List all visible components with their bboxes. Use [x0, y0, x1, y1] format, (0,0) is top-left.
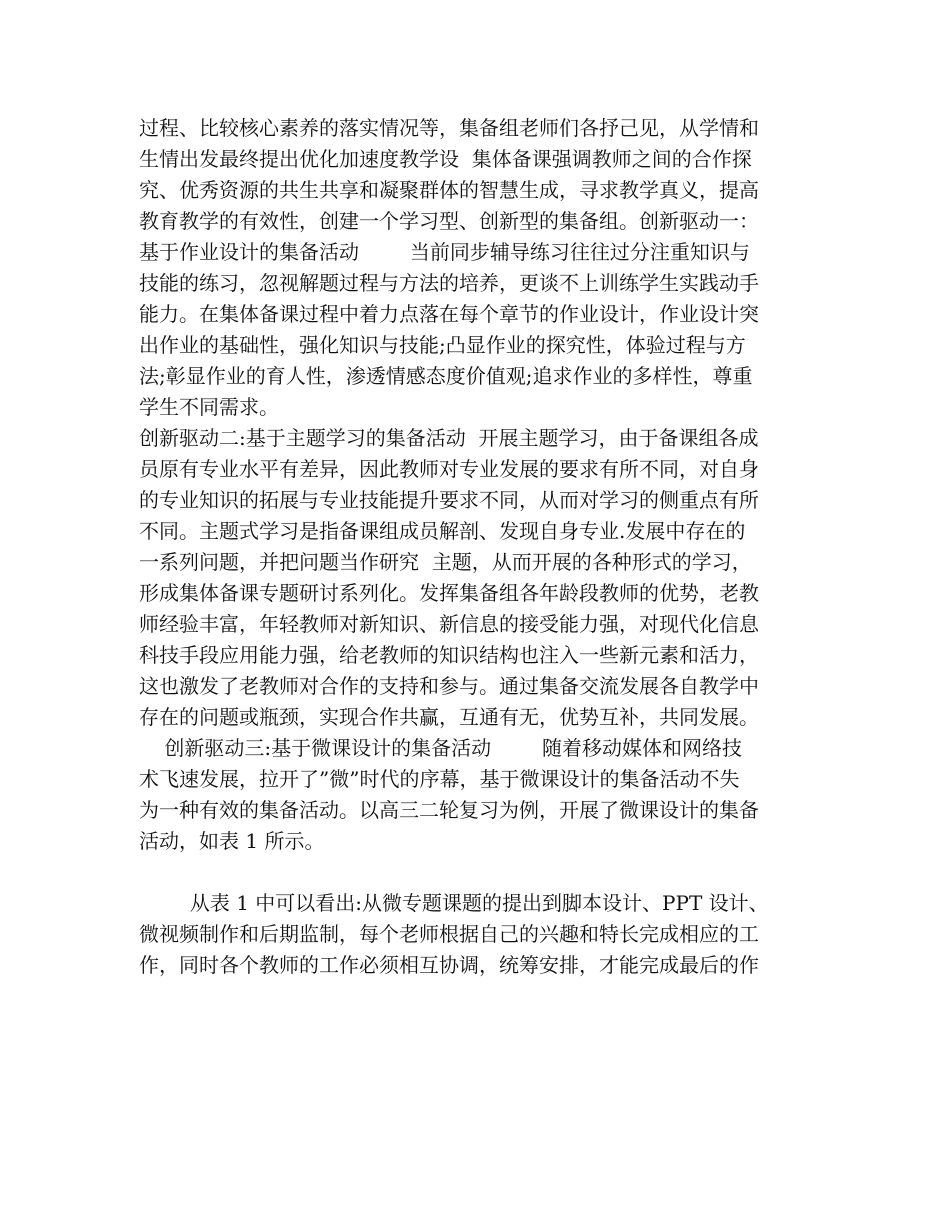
- text-line: 不同。主题式学习是指备课组成员解剖、发现自身专业.发展中存在的: [139, 519, 746, 543]
- text-line: 过程、比较核心素养的落实情况等，集备组老师们各抒己见，从学情和: [139, 116, 759, 140]
- text-line: 学生不同需求。: [139, 395, 279, 419]
- blank-line: [139, 857, 839, 888]
- text-line: 员原有专业水平有差异，因此教师对专业发展的要求有所不同，对自身: [139, 457, 759, 481]
- text-line: 活动，如表 1 所示。: [139, 829, 325, 853]
- text-line: 出作业的基础性，强化知识与技能;凸显作业的探究性，体验过程与方: [139, 333, 746, 357]
- text-line: 能力。在集体备课过程中着力点落在每个章节的作业设计，作业设计突: [139, 302, 759, 326]
- text-line: 创新驱动二:基于主题学习的集备活动 开展主题学习，由于备课组各成: [139, 426, 759, 450]
- text-line: 这也激发了老教师对合作的支持和参与。通过集备交流发展各自教学中: [139, 674, 759, 698]
- text-line: 术飞速发展，拉开了”微”时代的序幕，基于微课设计的集备活动不失: [139, 767, 740, 791]
- text-line: 存在的问题或瓶颈，实现合作共赢，互通有无，优势互补，共同发展。: [139, 705, 759, 729]
- body-text: [139, 113, 839, 981]
- text-line: 为一种有效的集备活动。以高三二轮复习为例，开展了微课设计的集备: [139, 798, 759, 822]
- text-line: 基于作业设计的集备活动 当前同步辅导练习往往过分注重知识与: [139, 240, 750, 264]
- text-line: 究、优秀资源的共生共享和凝聚群体的智慧生成，寻求教学真义，提高: [139, 178, 759, 202]
- text-line: 科技手段应用能力强，给老教师的知识结构也注入一些新元素和活力，: [139, 643, 759, 667]
- text-line: 从表 1 中可以看出:从微专题课题的提出到脚本设计、PPT 设计、: [139, 891, 769, 915]
- text-line: 形成集体备课专题研讨系列化。发挥集备组各年龄段教师的优势，老教: [139, 581, 759, 605]
- text-line: 的专业知识的拓展与专业技能提升要求不同，从而对学习的侧重点有所: [139, 488, 759, 512]
- text-line: 法;彰显作业的育人性，渗透情感态度价值观;追求作业的多样性，尊重: [139, 364, 753, 388]
- text-line: 技能的练习，忽视解题过程与方法的培养，更谈不上训练学生实践动手: [139, 271, 759, 295]
- text-line: 师经验丰富，年轻教师对新知识、新信息的接受能力强，对现代化信息: [139, 612, 759, 636]
- text-line: 教育教学的有效性，创建一个学习型、创新型的集备组。创新驱动一：: [139, 209, 759, 233]
- text-line: 一系列问题，并把问题当作研究 主题，从而开展的各种形式的学习，: [139, 550, 752, 574]
- text-line: 作，同时各个教师的工作必须相互协调，统筹安排，才能完成最后的作: [139, 953, 759, 977]
- text-line: 创新驱动三:基于微课设计的集备活动 随着移动媒体和网络技: [139, 736, 743, 760]
- text-line: 微视频制作和后期监制，每个老师根据自己的兴趣和特长完成相应的工: [139, 922, 759, 946]
- text-line: 生情出发最终提出优化加速度教学设 集体备课强调教师之间的合作探: [139, 147, 752, 171]
